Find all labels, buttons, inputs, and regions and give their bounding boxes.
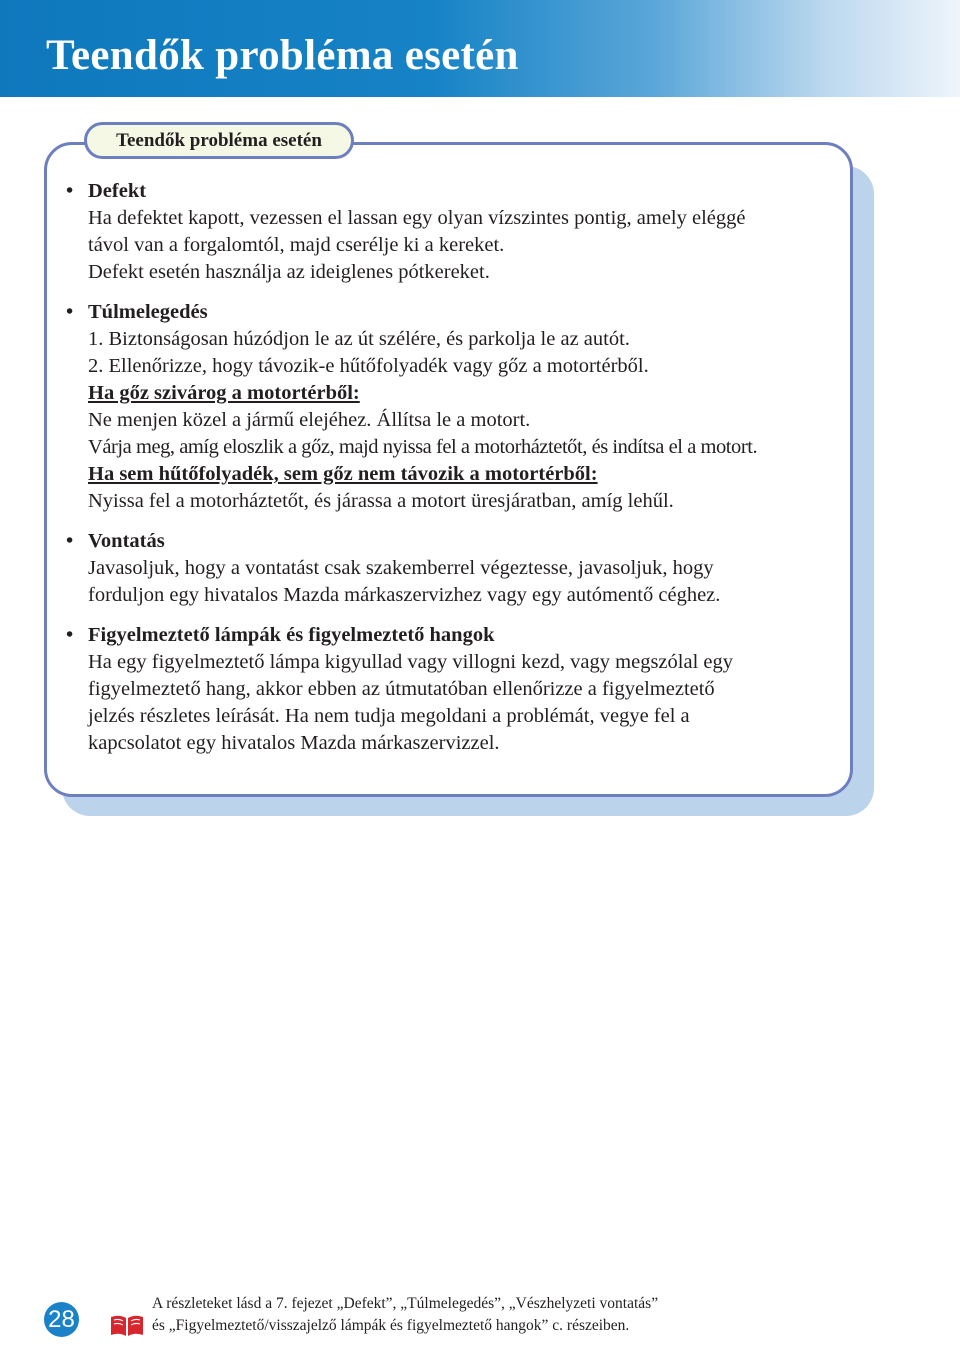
section-vontatas <box>66 528 846 609</box>
section-title: Túlmelegedés <box>88 301 208 323</box>
section-title: Vontatás <box>88 530 165 552</box>
header-band <box>0 0 960 97</box>
case-heading-no-steam: Ha sem hűtőfolyadék, sem gőz nem távozik a motortérből: <box>88 463 598 485</box>
bullet: • <box>66 301 74 323</box>
panel-content <box>66 178 846 757</box>
footer-note-line: és „Figyelmeztető/visszajelző lámpák és figyelmeztető hangok” c. részeiben. <box>152 1317 630 1334</box>
section-tulmelegedes <box>66 299 846 515</box>
body-line: Várja meg, amíg eloszlik a gőz, majd nyissa fel a motorháztetőt, és indítsa el a motort. <box>88 436 758 458</box>
panel-tab-label: Teendők probléma esetén <box>84 122 354 159</box>
body-line: kapcsolatot egy hivatalos Mazda márkaszervizzel. <box>88 732 500 754</box>
body-line: forduljon egy hivatalos Mazda márkaszervizhez vagy egy autómentő céghez. <box>88 584 721 606</box>
section-title: Figyelmeztető lámpák és figyelmeztető hangok <box>88 624 495 646</box>
bullet: • <box>66 624 74 646</box>
body-line: Ha egy figyelmeztető lámpa kigyullad vagy villogni kezd, vagy megszólal egy <box>88 651 733 673</box>
page-title: Teendők probléma esetén <box>46 32 519 79</box>
body-line: távol van a forgalomtól, majd cserélje ki a kereket. <box>88 234 505 256</box>
body-line: jelzés részletes leírását. Ha nem tudja megoldani a problémát, vegye fel a <box>88 705 690 727</box>
body-line: Nyissa fel a motorháztetőt, és járassa a motort üresjáratban, amíg lehűl. <box>88 490 674 512</box>
step-line: 2. Ellenőrizze, hogy távozik-e hűtőfolyadék vagy gőz a motortérből. <box>88 355 649 377</box>
body-line: Ha defektet kapott, vezessen el lassan egy olyan vízszintes pontig, amely eléggé <box>88 207 746 229</box>
body-line: figyelmeztető hang, akkor ebben az útmutatóban ellenőrizze a figyelmeztető <box>88 678 715 700</box>
section-figyelmezteto <box>66 622 846 757</box>
case-heading-steam: Ha gőz szivárog a motortérből: <box>88 382 360 404</box>
section-title: Defekt <box>88 180 147 202</box>
footer-reference-note <box>152 1293 912 1337</box>
page-number: 28 <box>44 1302 79 1337</box>
bullet: • <box>66 180 74 202</box>
bullet: • <box>66 530 74 552</box>
step-line: 1. Biztonságosan húzódjon le az út szélére, és parkolja le az autót. <box>88 328 630 350</box>
book-icon <box>110 1312 144 1338</box>
body-line: Defekt esetén használja az ideiglenes pótkereket. <box>88 261 490 283</box>
footer-note-line: A részleteket lásd a 7. fejezet „Defekt”, „Túlmelegedés”, „Vészhelyzeti vontatás” <box>152 1295 659 1312</box>
body-line: Ne menjen közel a jármű elejéhez. Állítsa le a motort. <box>88 409 531 431</box>
body-line: Javasoljuk, hogy a vontatást csak szakemberrel végeztesse, javasoljuk, hogy <box>88 557 714 579</box>
section-defekt <box>66 178 846 286</box>
